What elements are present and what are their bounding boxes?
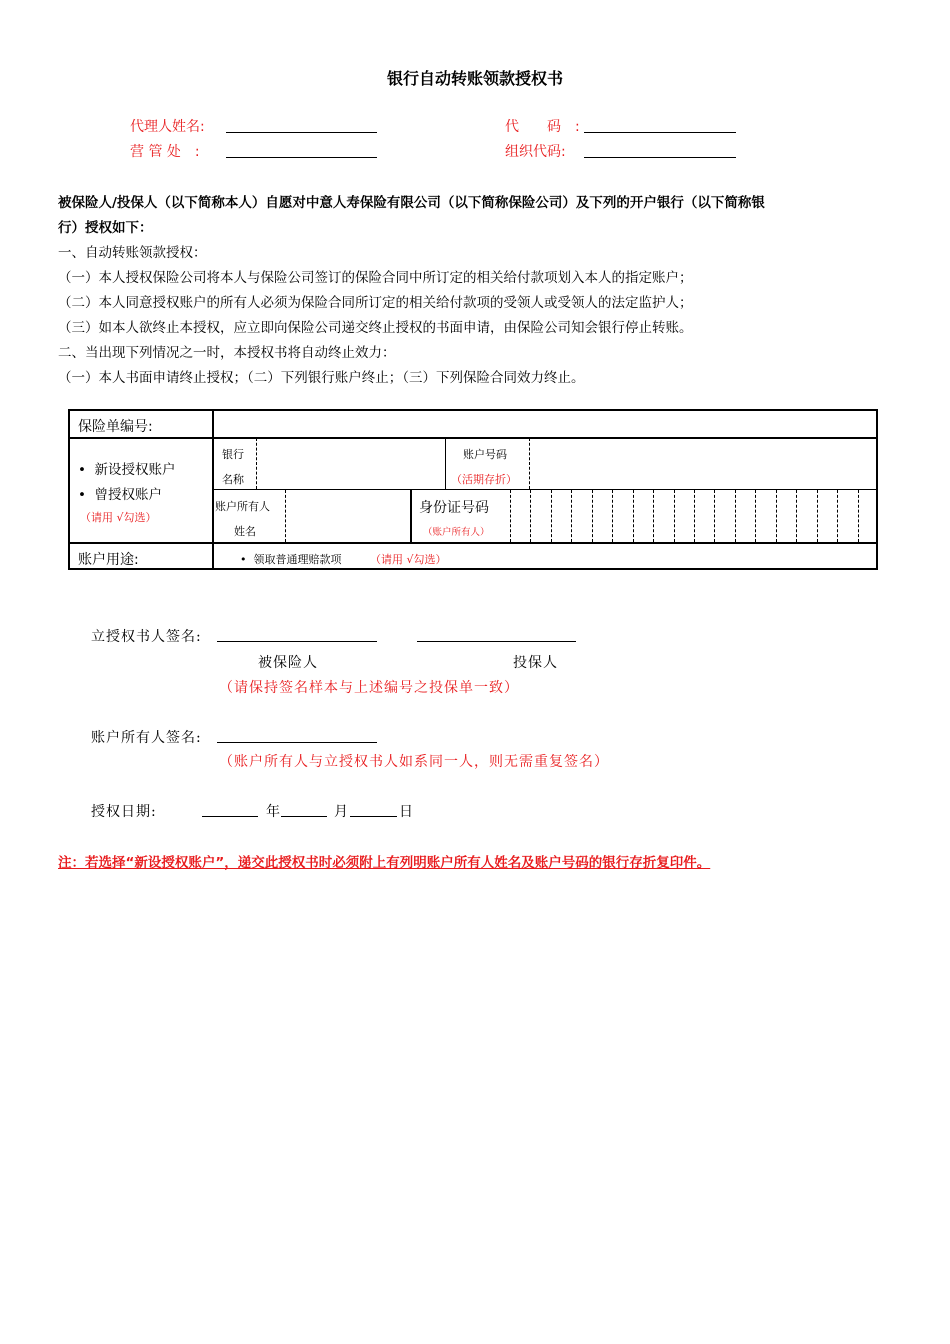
id-digit-box[interactable] <box>735 490 736 542</box>
branch-label: 营 管 处 : <box>130 144 200 160</box>
option-prev-account[interactable] <box>78 483 162 503</box>
table-dashed-divider <box>256 438 257 489</box>
agent-name-field[interactable] <box>226 132 377 133</box>
applicant-label: 投保人 <box>513 655 558 671</box>
check-hint: （请用 √勾选） <box>80 511 157 524</box>
id-digit-box[interactable] <box>837 490 838 542</box>
id-digit-box[interactable] <box>776 490 777 542</box>
id-digit-box[interactable] <box>714 490 715 542</box>
owner-name-label-1: 账户所有人 <box>215 500 270 513</box>
table-row-divider <box>68 542 878 544</box>
id-digit-box[interactable] <box>612 490 613 542</box>
section-2-heading: 二、当出现下列情况之一时，本授权书将自动终止效力： <box>58 345 396 361</box>
purpose-option-label: 领取普通理赔款项 <box>253 553 342 566</box>
id-number-label: 身份证号码 <box>419 500 489 516</box>
grantor-note: （请保持签名样本与上述编号之投保单一致） <box>219 680 519 696</box>
footnote: 注：若选择“新设授权账户”，递交此授权书时必须附上有列明账户所有人姓名及账户号码的银行存折复印件。 <box>58 855 711 871</box>
section-1-item-2: （二）本人同意授权账户的所有人必须为保险合同所订定的相关给付款项的受领人或受领人的法定监护人； <box>58 295 693 311</box>
day-field[interactable] <box>350 816 397 817</box>
id-digit-box[interactable] <box>571 490 572 542</box>
id-digit-box[interactable] <box>653 490 654 542</box>
id-digit-box[interactable] <box>530 490 531 542</box>
table-col-divider <box>212 409 214 570</box>
id-digit-box[interactable] <box>817 490 818 542</box>
owner-name-label-2: 姓名 <box>234 525 256 538</box>
id-digit-box[interactable] <box>592 490 593 542</box>
id-digit-box[interactable] <box>694 490 695 542</box>
purpose-hint: （请用 √勾选） <box>370 553 447 566</box>
org-code-label: 组织代码: <box>505 144 566 160</box>
id-digit-box[interactable] <box>755 490 756 542</box>
intro-line-2: 行）授权如下： <box>58 220 153 236</box>
owner-note: （账户所有人与立授权书人如系同一人，则无需重复签名） <box>219 754 609 770</box>
table-col-divider <box>410 489 412 542</box>
owner-signature-label: 账户所有人签名: <box>91 730 202 746</box>
id-digit-box[interactable] <box>674 490 675 542</box>
section-2-items: （一）本人书面申请终止授权；（二）下列银行账户终止；（三）下列保险合同效力终止。 <box>58 370 585 386</box>
owner-signature-field[interactable] <box>217 742 377 743</box>
table-dashed-divider <box>529 438 530 489</box>
policy-no-label: 保险单编号: <box>78 419 153 435</box>
grantor-signature-label: 立授权书人签名: <box>91 629 202 645</box>
month-label: 月 <box>334 804 349 820</box>
day-label: 日 <box>399 804 414 820</box>
id-digit-box[interactable] <box>796 490 797 542</box>
insured-label: 被保险人 <box>258 655 318 671</box>
section-1-heading: 一、自动转账领款授权： <box>58 245 207 261</box>
bullet-icon: • <box>240 553 254 566</box>
org-code-field[interactable] <box>584 157 736 158</box>
table-dashed-divider <box>285 490 286 542</box>
applicant-signature-field[interactable] <box>417 641 576 642</box>
id-digit-box[interactable] <box>551 490 552 542</box>
option-new-label: 新设授权账户 <box>94 462 176 478</box>
section-1-item-1: （一）本人授权保险公司将本人与保险公司签订的保险合同中所订定的相关给付款项划入本人的指定账户； <box>58 270 693 286</box>
code-field[interactable] <box>584 132 736 133</box>
bullet-icon: • <box>78 462 95 478</box>
table-col-divider <box>445 437 446 489</box>
id-digit-box[interactable] <box>858 490 859 542</box>
bank-name-label-1: 银行 <box>222 448 244 461</box>
account-no-label: 账户号码 <box>463 448 507 461</box>
year-field[interactable] <box>202 816 258 817</box>
section-1-item-3: （三）如本人欲终止本授权，应立即向保险公司递交终止授权的书面申请，由保险公司知会银行停止转账。 <box>58 320 693 336</box>
intro-line-1: 被保险人/投保人（以下简称本人）自愿对中意人寿保险有限公司（以下简称保险公司）及下列的开户银行（以下简称银 <box>58 195 765 211</box>
purpose-option[interactable] <box>240 551 341 567</box>
purpose-label: 账户用途: <box>78 552 139 568</box>
table-row-divider <box>68 437 878 439</box>
id-digit-box[interactable] <box>510 490 511 542</box>
account-no-hint: （活期存折） <box>451 473 517 486</box>
option-prev-label: 曾授权账户 <box>94 487 163 503</box>
page-title: 银行自动转账领款授权书 <box>386 69 563 88</box>
bullet-icon: • <box>78 487 95 503</box>
id-digit-box[interactable] <box>633 490 634 542</box>
option-new-account[interactable] <box>78 458 176 478</box>
branch-field[interactable] <box>226 157 377 158</box>
insured-signature-field[interactable] <box>217 641 377 642</box>
table-row-divider <box>213 489 878 490</box>
year-label: 年 <box>266 804 281 820</box>
agent-name-label: 代理人姓名: <box>130 119 205 135</box>
bank-name-label-2: 名称 <box>222 473 244 486</box>
code-label: 代 码 : <box>505 119 580 135</box>
month-field[interactable] <box>281 816 327 817</box>
id-number-hint: （账户所有人） <box>423 527 490 538</box>
date-label: 授权日期: <box>91 804 157 820</box>
